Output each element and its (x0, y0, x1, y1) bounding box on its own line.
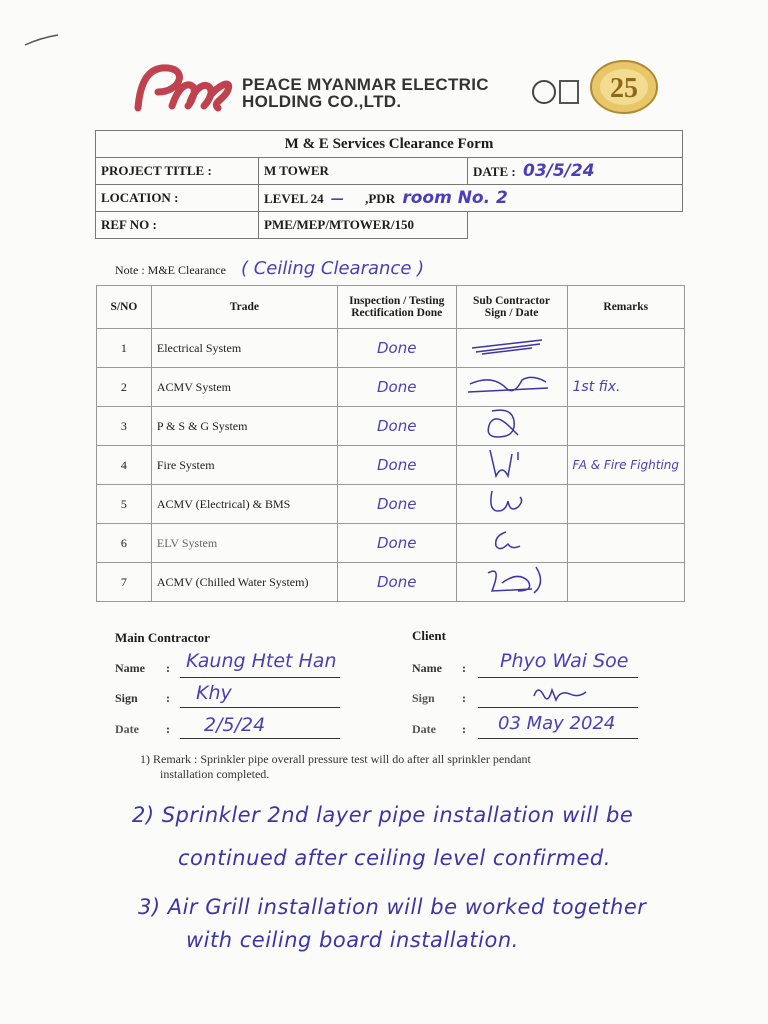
client-signature-scribble (530, 680, 590, 706)
table-row (97, 407, 685, 446)
row-remarks: 1st fix. (567, 368, 684, 407)
trades-table (96, 285, 685, 602)
handwritten-remark-3-line2: with ceiling board installation. (186, 928, 519, 952)
company-logo (128, 58, 236, 114)
clearance-note (115, 258, 424, 279)
row-sno: 5 (97, 485, 152, 524)
row-trade: ACMV System (151, 368, 337, 407)
location-value: LEVEL 24 (264, 191, 324, 206)
signature-scribble (462, 407, 552, 441)
signature-scribble (462, 563, 552, 597)
mc-date-line (180, 738, 340, 739)
row-sno: 2 (97, 368, 152, 407)
handwritten-remark-2-line2: continued after ceiling level confirmed. (178, 846, 611, 870)
location-cell (259, 185, 683, 212)
table-header-row (97, 286, 685, 329)
client-sign-label: Sign (412, 691, 435, 705)
row-trade: Electrical System (151, 329, 337, 368)
table-row (97, 485, 685, 524)
mc-sign-colon: : (166, 691, 170, 705)
signature-scribble (462, 372, 552, 398)
row-sno: 7 (97, 563, 152, 602)
form-header-table (95, 130, 683, 239)
main-contractor-title: Main Contractor (115, 630, 210, 645)
mc-sign-label: Sign (115, 691, 138, 705)
row-signature (456, 407, 567, 446)
signature-scribble (462, 446, 552, 480)
remark-line2: installation completed. (160, 767, 270, 781)
remark-line1: 1) Remark : Sprinkler pipe overall pressure test will do after all sprinkler pendant (140, 752, 531, 766)
client-sign-line (478, 707, 638, 708)
mc-date-label: Date (115, 722, 139, 736)
col-header-trade: Trade (151, 286, 337, 329)
row-signature (456, 563, 567, 602)
note-label: Note : M&E Clearance (115, 263, 226, 277)
mc-sign-value: Khy (196, 682, 232, 704)
row-remarks (567, 329, 684, 368)
row-done: Done (337, 329, 456, 368)
row-done: Done (337, 446, 456, 485)
company-name (242, 76, 489, 110)
project-title-value: M TOWER (259, 158, 468, 185)
mc-date-colon: : (166, 722, 170, 736)
location-dash: — (330, 192, 344, 207)
col-header-inspection: Inspection / Testing Rectification Done (337, 286, 456, 329)
pen-stroke-mark (22, 30, 62, 50)
anniversary-25-emblem (588, 58, 660, 116)
location-label: LOCATION : (96, 185, 259, 212)
location-pdr: ,PDR (365, 191, 396, 206)
ref-no-label: REF NO : (96, 212, 259, 239)
row-done: Done (337, 524, 456, 563)
table-row (97, 368, 685, 407)
mc-name-line (180, 677, 340, 678)
svg-text:25: 25 (610, 73, 638, 104)
signature-scribble (462, 526, 552, 556)
client-date-value: 03 May 2024 (498, 713, 616, 734)
row-signature (456, 329, 567, 368)
row-remarks: FA & Fire Fighting (567, 446, 684, 485)
row-trade: ACMV (Electrical) & BMS (151, 485, 337, 524)
row-signature (456, 368, 567, 407)
mc-name-label: Name (115, 661, 145, 675)
table-row (97, 446, 685, 485)
row-sno: 1 (97, 329, 152, 368)
ref-no-value: PME/MEP/MTOWER/150 (259, 212, 468, 239)
date-cell (468, 158, 683, 185)
row-trade: P & S & G System (151, 407, 337, 446)
row-done: Done (337, 563, 456, 602)
row-sno: 3 (97, 407, 152, 446)
mc-name-value: Kaung Htet Han (186, 650, 337, 672)
client-sign-colon: : (462, 691, 466, 705)
client-name-line (478, 677, 638, 678)
row-signature (456, 524, 567, 563)
row-done: Done (337, 485, 456, 524)
col-header-subcontractor: Sub Contractor Sign / Date (456, 286, 567, 329)
row-remarks (567, 485, 684, 524)
col-header-remarks: Remarks (567, 286, 684, 329)
printed-remark (140, 752, 531, 782)
company-name-line2: HOLDING CO.,LTD. (242, 92, 402, 111)
row-sno: 4 (97, 446, 152, 485)
client-name-label: Name (412, 661, 442, 675)
client-name-value: Phyo Wai Soe (500, 650, 629, 672)
certification-seal-icon (532, 80, 556, 104)
project-title-label: PROJECT TITLE : (96, 158, 259, 185)
col-header-sno: S/NO (97, 286, 152, 329)
mc-name-colon: : (166, 661, 170, 675)
table-row (97, 563, 685, 602)
handwritten-remark-3-line1: 3) Air Grill installation will be worked together (138, 895, 647, 919)
row-trade: Fire System (151, 446, 337, 485)
row-sno: 6 (97, 524, 152, 563)
client-date-line (478, 738, 638, 739)
row-signature (456, 485, 567, 524)
mc-date-value: 2/5/24 (204, 714, 266, 736)
row-remarks (567, 407, 684, 446)
row-done: Done (337, 368, 456, 407)
row-trade: ELV System (151, 524, 337, 563)
client-title: Client (412, 628, 446, 643)
row-remarks (567, 524, 684, 563)
mc-sign-line (180, 707, 340, 708)
row-trade: ACMV (Chilled Water System) (151, 563, 337, 602)
client-name-colon: : (462, 661, 466, 675)
table-row (97, 524, 685, 563)
client-date-colon: : (462, 722, 466, 736)
form-title: M & E Services Clearance Form (96, 131, 683, 158)
client-date-label: Date (412, 722, 436, 736)
signature-scribble (462, 334, 552, 358)
certification-badge-icon (559, 80, 579, 104)
date-label: DATE : (473, 164, 516, 179)
date-value: 03/5/24 (522, 161, 595, 181)
note-handwritten: ( Ceiling Clearance ) (240, 258, 425, 279)
table-row (97, 329, 685, 368)
location-room-handwritten: room No. 2 (402, 188, 508, 208)
signature-scribble (462, 487, 552, 517)
row-done: Done (337, 407, 456, 446)
company-name-line1: PEACE MYANMAR ELECTRIC (242, 75, 489, 94)
handwritten-remark-2-line1: 2) Sprinkler 2nd layer pipe installation will be (132, 803, 634, 827)
row-signature (456, 446, 567, 485)
row-remarks (567, 563, 684, 602)
